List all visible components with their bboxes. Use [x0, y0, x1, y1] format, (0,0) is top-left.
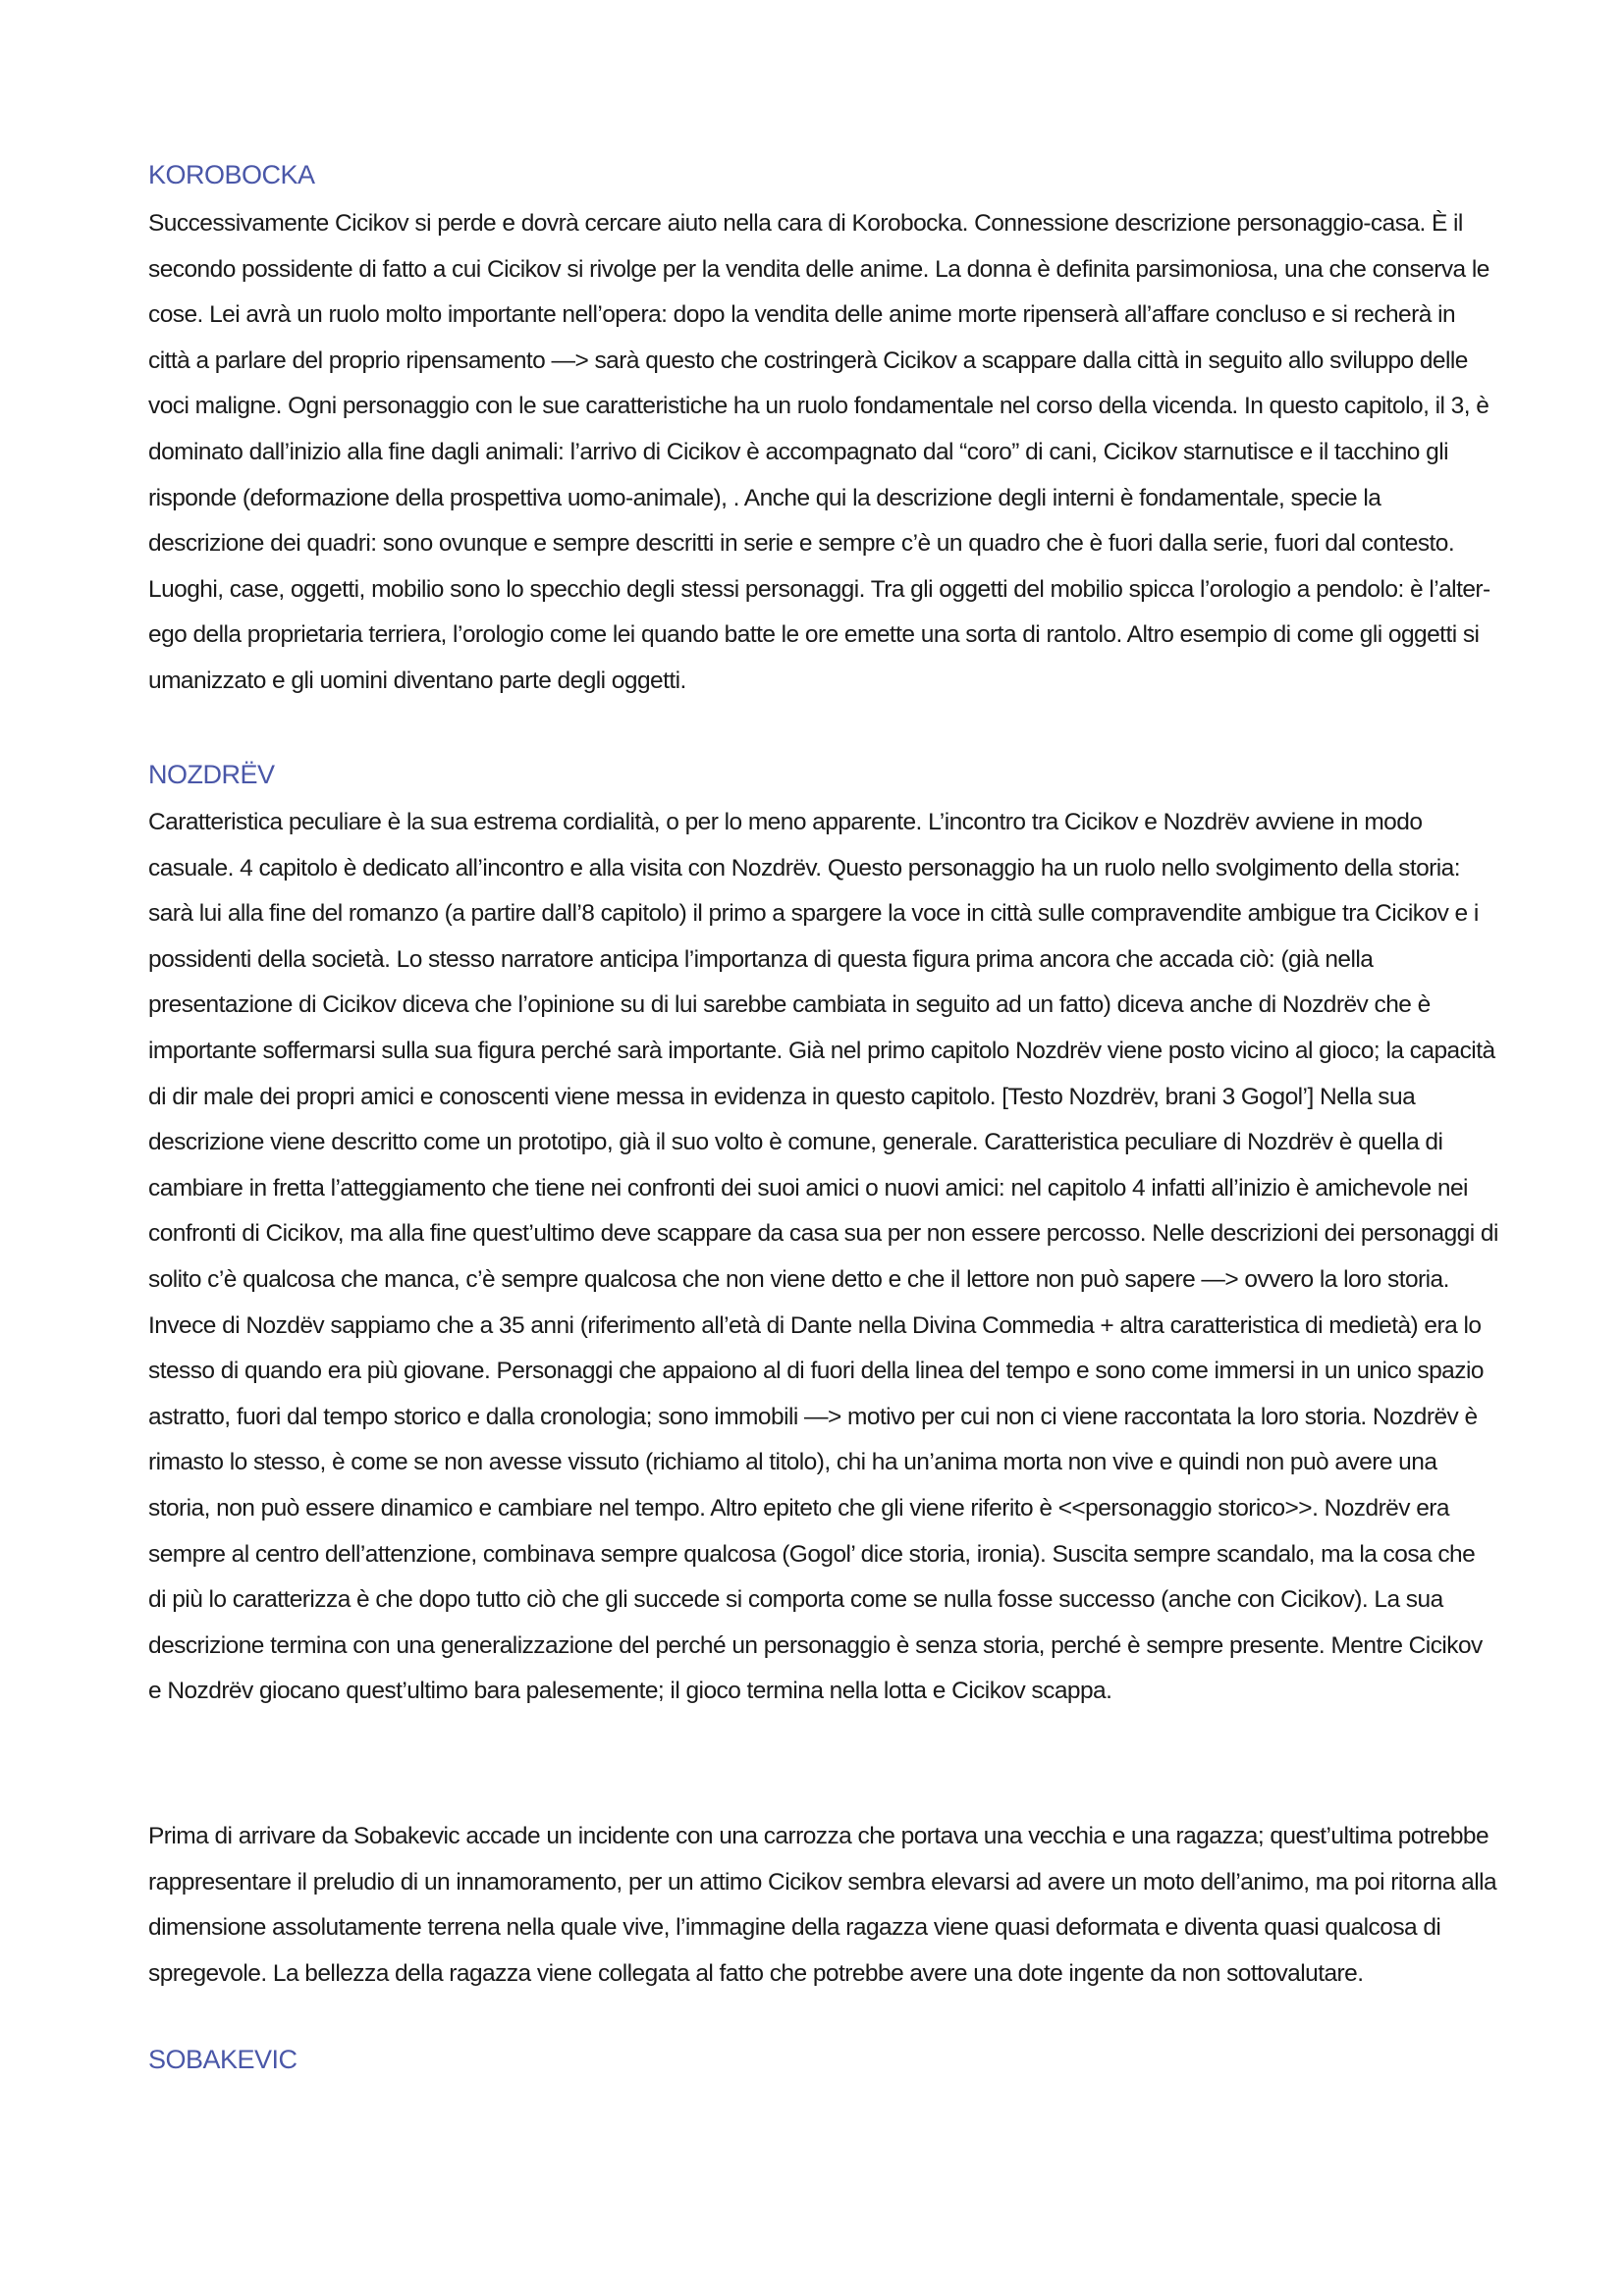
section-heading-nozdrev: NOZDRËV: [148, 760, 275, 789]
section-heading-korobocka: KOROBOCKA: [148, 160, 315, 189]
section-heading-sobakevic: SOBAKEVIC: [148, 2045, 298, 2074]
section-paragraph-korobocka: Successivamente Cicikov si perde e dovrà cercare aiuto nella cara di Korobocka. Connessione descrizione personaggio-casa. È il secondo possidente di fatto a cui Cicikov si rivolge per la vendita delle anime. La donna è definita parsimoniosa, una che conserva le cose. Lei avrà un ruolo molto importante nell’opera: dopo la vendita delle anime morte ripenserà all’affare concluso e si recherà in città a parlare del proprio ripensamento —> sarà questo che costringerà Cicikov a scappare dalla città in seguito allo sviluppo delle voci maligne. Ogni personaggio con le sue caratteristiche ha un ruolo fondamentale nel corso della vicenda. In questo capitolo, il 3, è dominato dall’inizio alla fine dagli animali: l’arrivo di Cicikov è accompagnato dal “coro” di cani, Cicikov starnutisce e il tacchino gli risponde (deformazione della prospettiva uomo-animale), . Anche qui la descrizione degli interni è fondamentale, specie la descrizione dei quadri: sono ovunque e sempre descritti in serie e sempre c’è un quadro che è fuori dalla serie, fuori dal contesto. Luoghi, case, oggetti, mobilio sono lo specchio degli stessi personaggi. Tra gli oggetti del mobilio spicca l’orologio a pendolo: è l’alter-ego della proprietaria terriera, l’orologio come lei quando batte le ore emette una sorta di rantolo. Altro esempio di come gli oggetti si umanizzato e gli uomini diventano parte degli oggetti.: [148, 210, 1490, 694]
section-paragraph-nozdrev: Caratteristica peculiare è la sua estrema cordialità, o per lo meno apparente. L’incontro tra Cicikov e Nozdrëv avviene in modo casuale. 4 capitolo è dedicato all’incontro e alla visita con Nozdrëv. Questo personaggio ha un ruolo nello svolgimento della storia: sarà lui alla fine del romanzo (a partire dall’8 capitolo) il primo a spargere la voce in città sulle compravendite ambigue tra Cicikov e i possidenti della società. Lo stesso narratore anticipa l’importanza di questa figura prima ancora che accada ciò: (già nella presentazione di Cicikov diceva che l’opinione su di lui sarebbe cambiata in seguito ad un fatto) diceva anche di Nozdrëv che è importante soffermarsi sulla sua figura perché sarà importante. Già nel primo capitolo Nozdrëv viene posto vicino al gioco; la capacità di dir male dei propri amici e conoscenti viene messa in evidenza in questo capitolo. [Testo Nozdrëv, brani 3 Gogol’] Nella sua descrizione viene descritto come un prototipo, già il suo volto è comune, generale. Caratteristica peculiare di Nozdrëv è quella di cambiare in fretta l’atteggiamento che tiene nei confronti dei suoi amici o nuovi amici: nel capitolo 4 infatti all’inizio è amichevole nei confronti di Cicikov, ma alla fine quest’ultimo deve scappare da casa sua per non essere percosso. Nelle descrizioni dei personaggi di solito c’è qualcosa che manca, c’è sempre qualcosa che non viene detto e che il lettore non può sapere —> ovvero la loro storia. Invece di Nozdëv sappiamo che a 35 anni (riferimento all’età di Dante nella Divina Commedia + altra caratteristica di medietà) era lo stesso di quando era più giovane. Personaggi che appaiono al di fuori della linea del tempo e sono come immersi in un unico spazio astratto, fuori dal tempo storico e dalla cronologia; sono immobili —> motivo per cui non ci viene raccontata la loro storia. Nozdrëv è rimasto lo stesso, è come se non avesse vissuto (richiamo al titolo), chi ha un’anima morta non vive e quindi non può avere una storia, non può essere dinamico e cambiare nel tempo. Altro epiteto che gli viene riferito è <<personaggio storico>>. Nozdrëv era sempre al centro dell’attenzione, combinava sempre qualcosa (Gogol’ dice storia, ironia). Suscita sempre scandalo, ma la cosa che di più lo caratterizza è che dopo tutto ciò che gli succede si comporta come se nulla fosse successo (anche con Cicikov). La sua descrizione termina con una generalizzazione del perché un personaggio è senza storia, perché è sempre presente. Mentre Cicikov e Nozdrëv giocano quest’ultimo bara palesemente; il gioco termina nella lotta e Cicikov scappa.: [148, 809, 1498, 1705]
section-paragraph-carriage-incident: Prima di arrivare da Sobakevic accade un incidente con una carrozza che portava una vecchia e una ragazza; quest’ultima potrebbe rappresentare il preludio di un innamoramento, per un attimo Cicikov sembra elevarsi ad avere un moto dell’animo, ma poi ritorna alla dimensione assolutamente terrena nella quale vive, l’immagine della ragazza viene quasi deformata e diventa quasi qualcosa di spregevole. La bellezza della ragazza viene collegata al fatto che potrebbe avere una dote ingente da non sottovalutare.: [148, 1823, 1497, 1987]
